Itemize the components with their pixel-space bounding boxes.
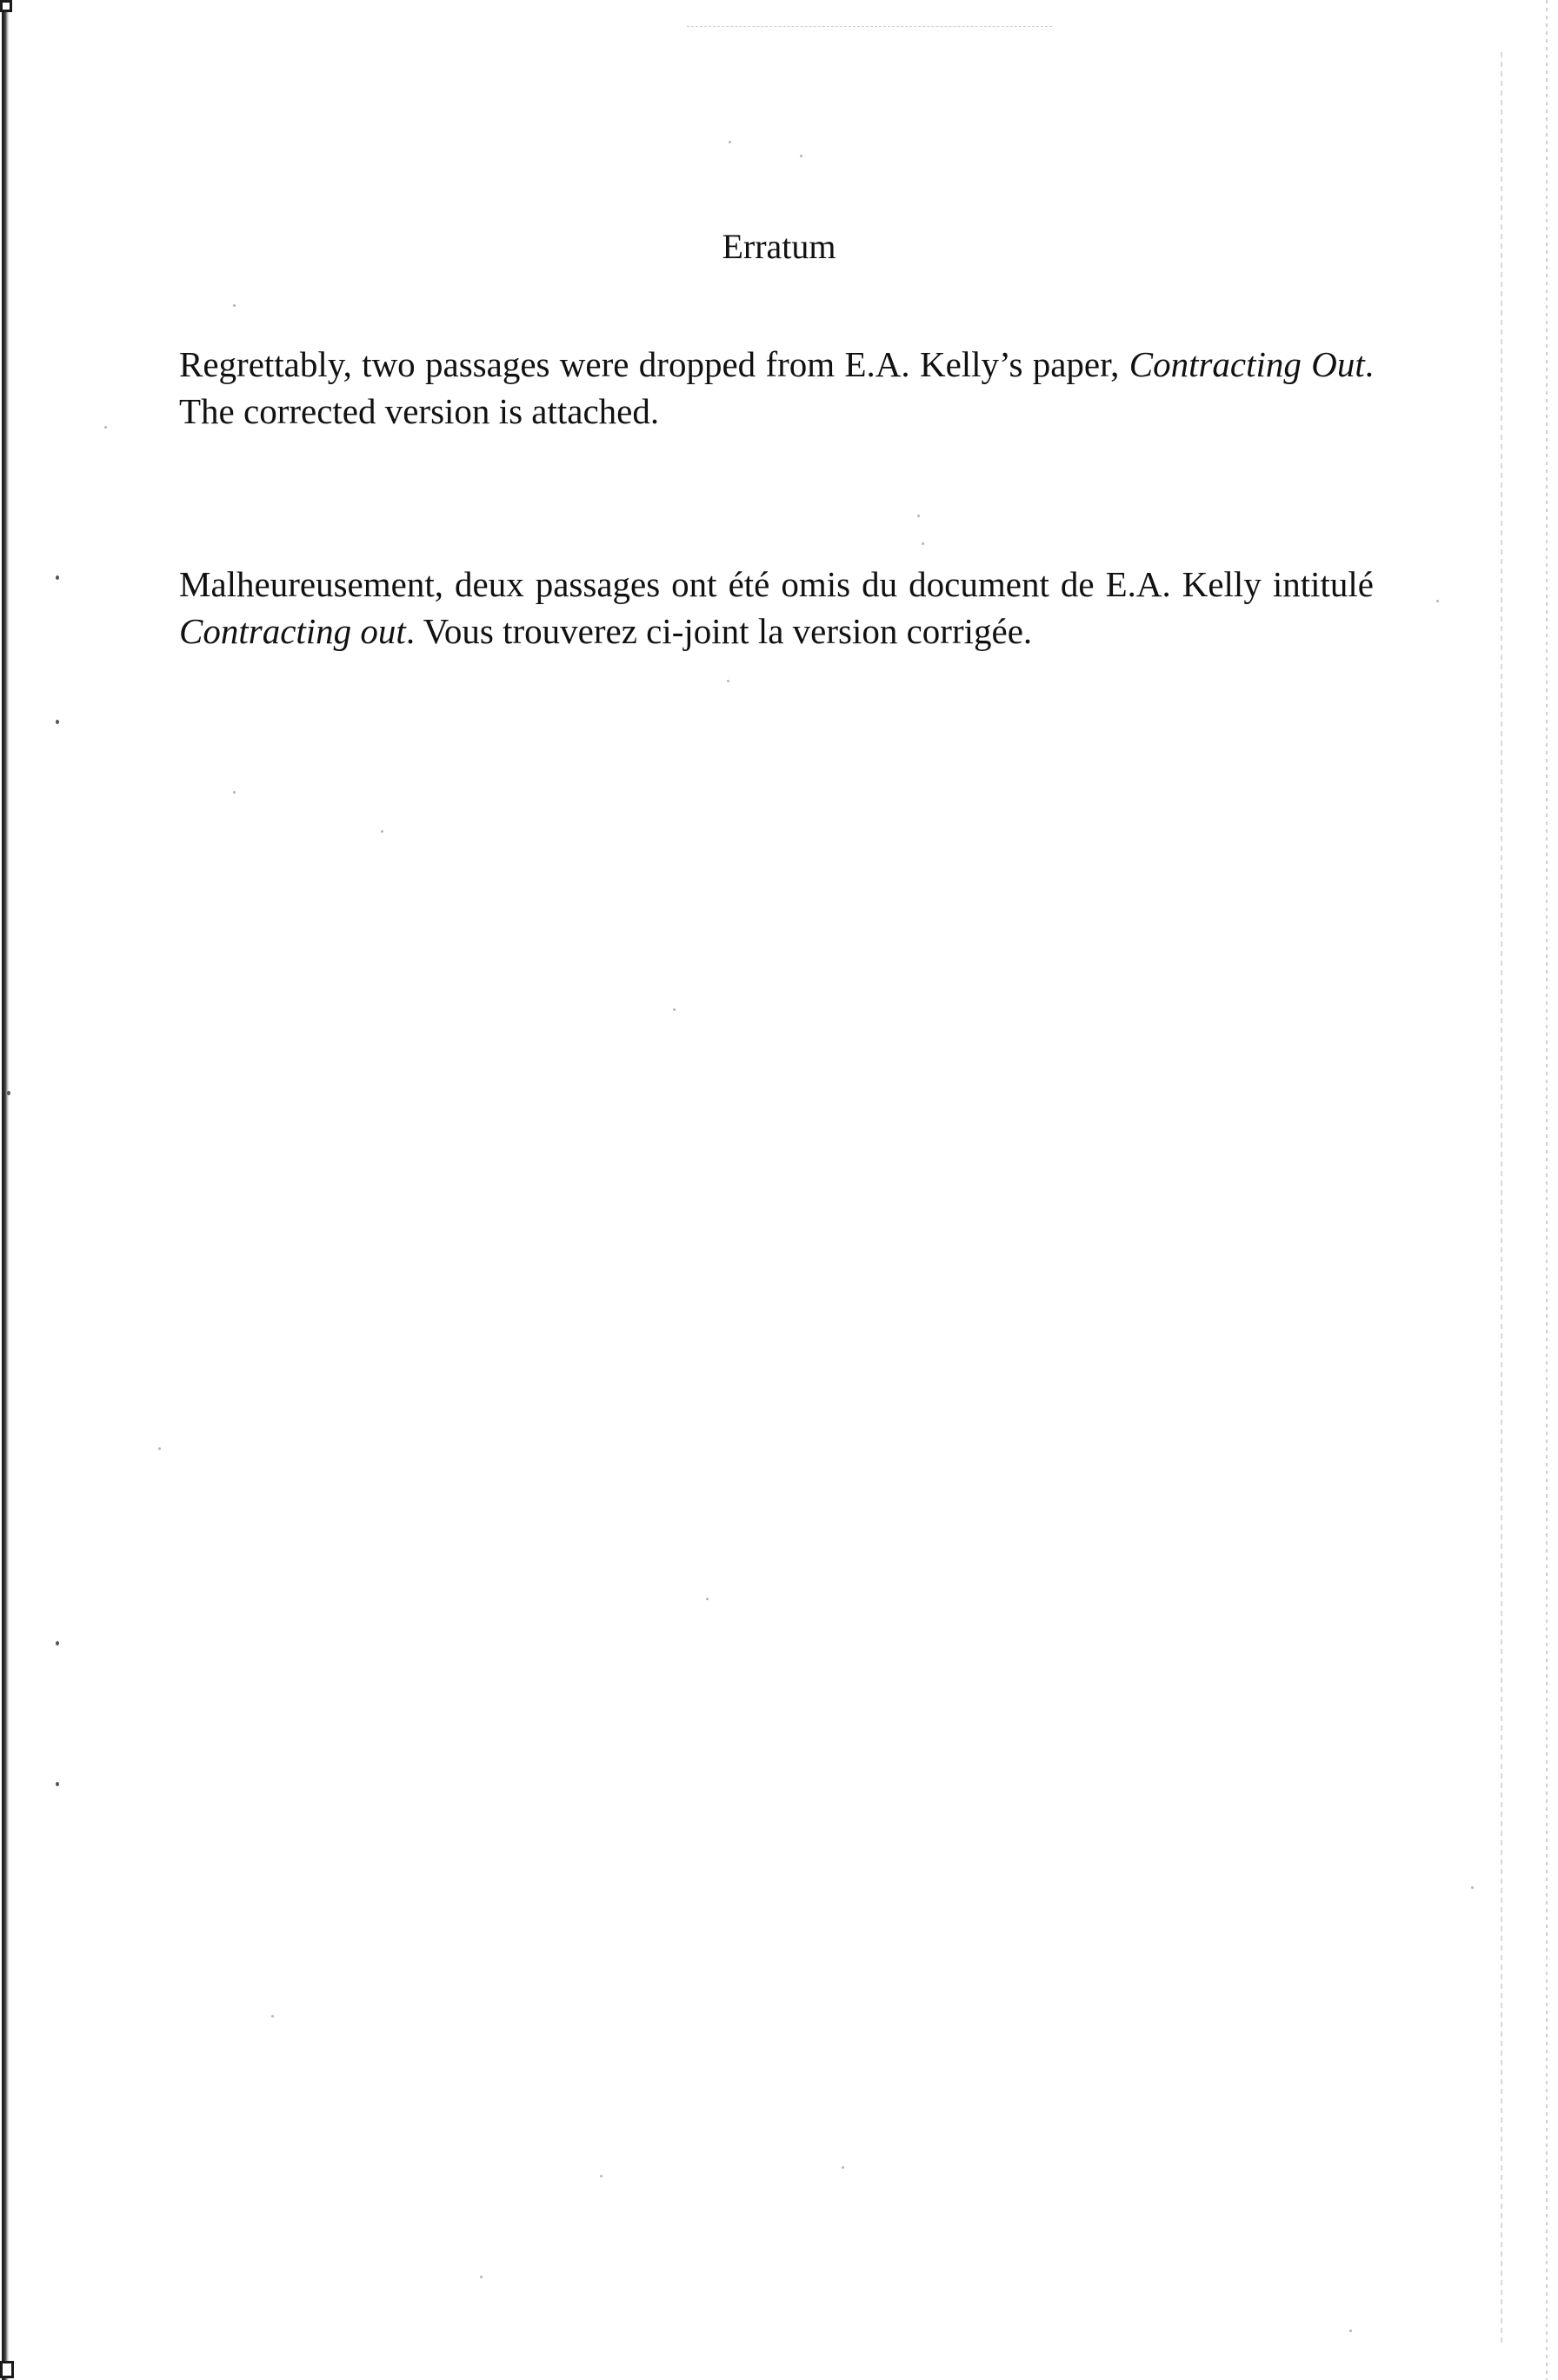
scan-top-rule: [687, 26, 1052, 27]
scan-corner-mark-top: [0, 0, 12, 12]
scan-speck: [727, 680, 729, 682]
scan-speck: [233, 304, 236, 307]
french-notice-text-start: Malheureusement, deux passages ont été omis du document de E.A. Kelly intitulé: [179, 564, 1374, 604]
french-notice-text-end: . Vous trouverez ci-joint la version corrigée.: [405, 611, 1033, 651]
scan-speck: [158, 1447, 161, 1450]
scan-speck: [842, 2166, 844, 2169]
english-notice: [179, 341, 1374, 435]
english-notice-text-start: Regrettably, two passages were dropped from E.A. Kelly’s paper,: [179, 344, 1129, 384]
scan-speck: [1471, 1886, 1474, 1889]
scan-speck: [56, 1641, 59, 1645]
scan-speck: [56, 720, 59, 724]
scan-speck: [7, 1091, 10, 1095]
erratum-title: Erratum: [722, 227, 836, 266]
scan-speck: [381, 830, 383, 833]
scan-speck: [673, 1008, 676, 1011]
scan-speck: [600, 2175, 603, 2177]
scan-speck: [1436, 600, 1439, 602]
scan-right-edge: [1501, 52, 1502, 2347]
scan-left-edge: [2, 0, 10, 2380]
scan-speck: [917, 515, 920, 517]
scan-speck: [1349, 2330, 1352, 2332]
english-paper-title: Contracting Out: [1129, 344, 1365, 384]
scan-speck: [56, 1782, 59, 1786]
scan-speck: [233, 791, 236, 794]
french-notice: [179, 561, 1374, 655]
scan-corner-mark-bottom: [0, 2361, 14, 2378]
scan-speck: [922, 542, 924, 545]
scan-speck: [104, 426, 107, 429]
scan-right-border: [1546, 0, 1548, 2380]
scan-speck: [56, 575, 59, 580]
scan-speck: [729, 141, 731, 143]
scan-speck: [271, 2015, 274, 2018]
scan-speck: [800, 155, 802, 157]
scan-speck: [706, 1598, 709, 1600]
scan-speck: [480, 2276, 483, 2278]
french-paper-title: Contracting out: [179, 611, 406, 651]
english-notice-text-end: . The corrected version is attached.: [179, 344, 1374, 431]
